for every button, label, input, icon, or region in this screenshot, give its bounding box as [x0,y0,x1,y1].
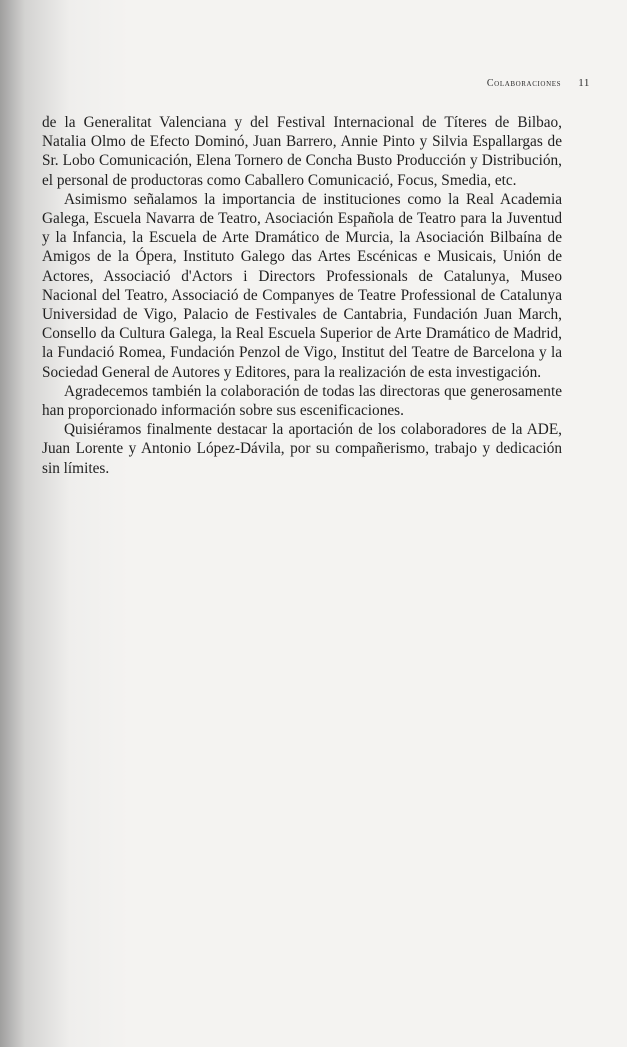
paragraph-continuation: de la Generalitat Valenciana y del Festival Internacional de Títeres de Bilbao, Natalia Olmo de Efecto Dominó, Juan Barrero, Annie Pinto y Silvia Espallargas de Sr. Lobo Comunicación, Elena Tornero de Concha Busto Producción y Distribución, el personal de productoras como Caballero Comunicació, Focus, Smedia, etc. [42,114,562,189]
paragraph-directors: Agradecemos también la colaboración de todas las directoras que generosamente han proporcionado información sobre sus escenificaciones. [42,382,562,420]
page-number: 11 [578,77,590,89]
body-text [42,113,562,478]
paragraph-institutions: Asimismo señalamos la importancia de instituciones como la Real Academia Galega, Escuela Navarra de Teatro, Asociación Española de Teatro para la Juventud y la Infancia, la Escuela de Arte Dramático de Murcia, la Asociación Bilbaína de Amigos de la Ópera, Instituto Galego das Artes Escénicas e Musicais, Unión de Actores, Associació d'Actors i Directors Professionals de Catalunya, Museo Nacional del Teatro, Associació de Companyes de Teatre Professional de Catalunya Universidad de Vigo, Palacio de Festivales de Cantabria, Fundación Juan March, Consello da Cultura Galega, la Real Escuela Superior de Arte Dramático de Madrid, la Fundació Romea, Fundación Penzol de Vigo, Institut del Teatre de Barcelona y la Sociedad General de Autores y Editores, para la realización de esta investigación. [42,190,562,381]
paragraph-collaborators: Quisiéramos finalmente destacar la aportación de los colaboradores de la ADE, Juan Lorente y Antonio López-Dávila, por su compañerismo, trabajo y dedicación sin límites. [42,421,562,477]
running-head [487,77,590,89]
running-head-section: Colaboraciones [486,78,562,89]
